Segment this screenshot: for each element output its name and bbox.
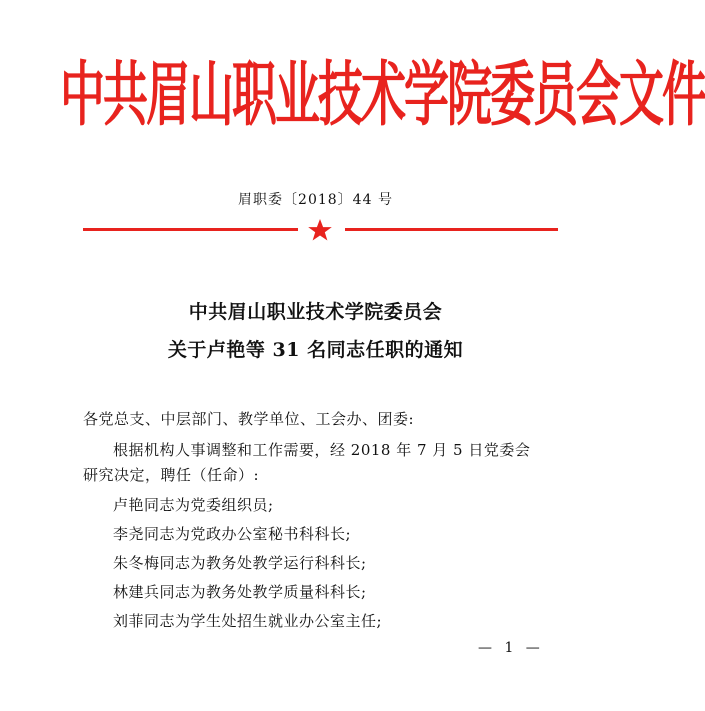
page-number: — 1 — (478, 640, 544, 656)
appointment-item: 李尧同志为党政办公室秘书科科长; (113, 525, 352, 543)
appointment-item: 朱冬梅同志为教务处教学运行科科长; (113, 554, 367, 572)
paragraph-line: 研究决定，聘任（任命）: (83, 466, 260, 484)
notice-title-line-2: 关于卢艳等 31 名同志任职的通知 (167, 339, 464, 361)
appointment-item: 卢艳同志为党委组织员; (113, 496, 274, 514)
red-divider (83, 219, 558, 241)
recipients-line: 各党总支、中层部门、教学单位、工会办、团委: (83, 410, 415, 428)
star-icon (307, 219, 333, 241)
masthead-title: 中共眉山职业技术学院委员会文件 (60, 53, 705, 136)
appointment-item: 刘菲同志为学生处招生就业办公室主任; (113, 612, 383, 630)
notice-title-line-1: 中共眉山职业技术学院委员会 (188, 301, 443, 323)
paragraph-line: 根据机构人事调整和工作需要，经 2018 年 7 月 5 日党委会 (113, 441, 531, 459)
appointment-item: 林建兵同志为教务处教学质量科科长; (113, 583, 367, 601)
divider-line-right (345, 228, 558, 231)
divider-line-left (83, 228, 298, 231)
document-number: 眉职委〔2018〕44 号 (238, 192, 393, 208)
